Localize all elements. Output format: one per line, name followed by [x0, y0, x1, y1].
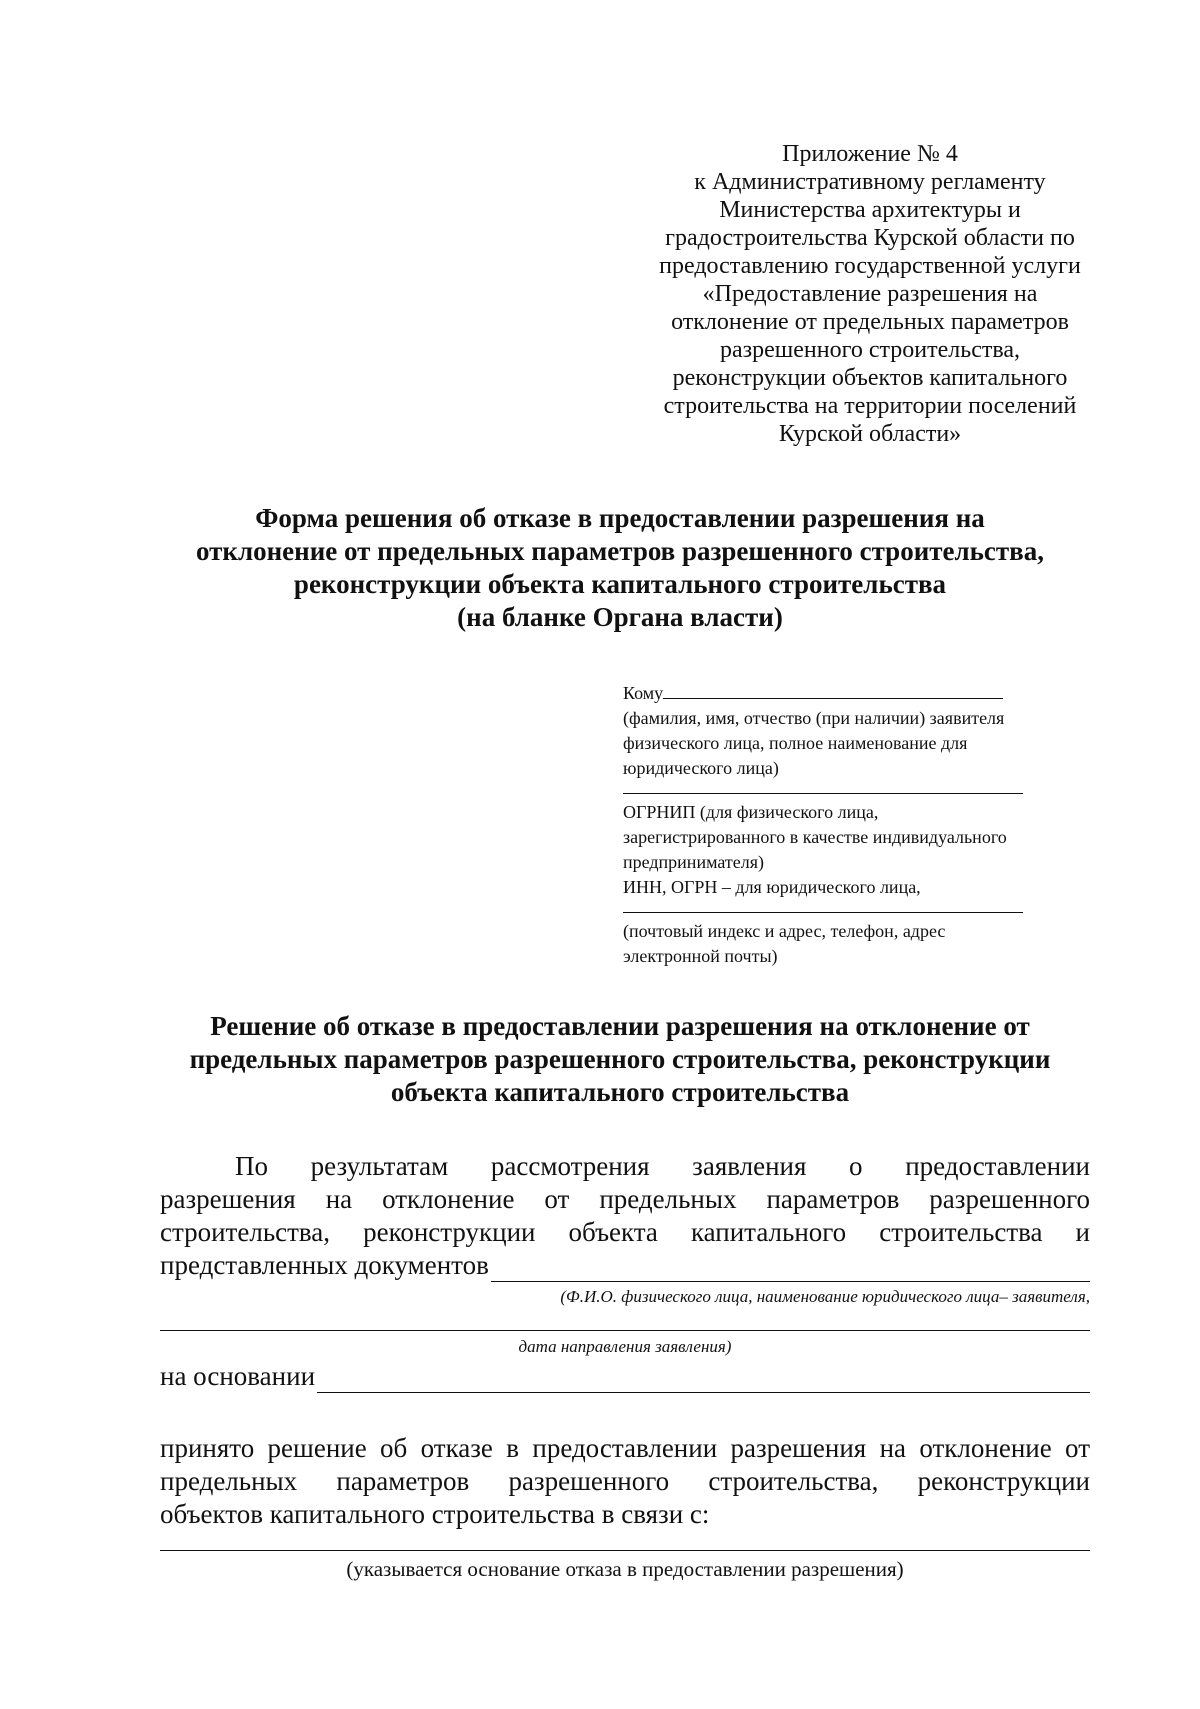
appendix-line: предоставлению государственной услуги	[659, 253, 1081, 279]
form-title-line: (на бланке Органа власти)	[457, 602, 783, 632]
paragraph-line: объектов капитального строительства в связи с:	[160, 1499, 710, 1529]
date-note: дата направления заявления)	[518, 1337, 732, 1356]
form-title	[120, 502, 1120, 634]
contact-field[interactable]	[623, 900, 1023, 913]
reason-field[interactable]	[160, 1530, 1090, 1551]
basis-field[interactable]	[317, 1366, 1090, 1393]
appendix-line: разрешенного строительства,	[720, 337, 1020, 363]
application-date-field[interactable]	[160, 1310, 1090, 1331]
paragraph-line: По результатам рассмотрения заявления о предоставлении	[235, 1151, 1090, 1181]
applicant-hint-line: юридического лица)	[623, 758, 779, 778]
reason-note: (указывается основание отказа в предоставлении разрешения)	[346, 1557, 904, 1581]
addressee-name-field[interactable]	[663, 680, 1003, 699]
documents-label: представленных документов	[160, 1250, 489, 1280]
appendix-line: реконструкции объектов капитального	[672, 365, 1068, 391]
decision-title-line: объекта капитального строительства	[390, 1077, 850, 1107]
registration-hint-line: предпринимателя)	[623, 852, 764, 872]
paragraph-line: разрешения на отклонение от предельных параметров разрешенного	[160, 1184, 1090, 1214]
registration-hint-line: ОГРНИП (для физического лица,	[623, 802, 879, 822]
decision-title-line: Решение об отказе в предоставлении разрешения на отклонение от	[210, 1011, 1030, 1041]
decision-title	[120, 1010, 1120, 1109]
decision-title-line: предельных параметров разрешенного строительства, реконструкции	[189, 1044, 1051, 1074]
addressee-block	[623, 680, 1103, 969]
contact-hint-line: (почтовый индекс и адрес, телефон, адрес	[623, 921, 946, 941]
appendix-line: Курской области»	[778, 421, 962, 447]
addressee-to-row	[623, 680, 1103, 706]
applicant-hint-line: (фамилия, имя, отчество (при наличии) заявителя	[623, 708, 1005, 728]
appendix-line: отклонение от предельных параметров	[671, 309, 1069, 335]
reason-row	[160, 1530, 1090, 1551]
contact-hint-line: электронной почты)	[623, 946, 778, 966]
application-date-row	[160, 1310, 1090, 1331]
appendix-line: Министерства архитектуры и	[719, 197, 1021, 223]
paragraph-line: предельных параметров разрешенного строительства, реконструкции	[160, 1466, 1090, 1496]
documents-row	[160, 1249, 1090, 1282]
decision-paragraph-2	[160, 1432, 1090, 1531]
paragraph-line: принято решение об отказе в предоставлении разрешения на отклонение от	[160, 1433, 1090, 1463]
form-title-line: реконструкции объекта капитального строительства	[293, 569, 947, 599]
appendix-line: строительства на территории поселений	[663, 393, 1077, 419]
registration-hint-line: ИНН, ОГРН – для юридического лица,	[623, 877, 921, 897]
appendix-line: Приложение № 4	[782, 141, 958, 167]
registration-hint-line: зарегистрированного в качестве индивидуального	[623, 827, 1007, 847]
applicant-hint-line: физического лица, полное наименование для	[623, 733, 968, 753]
appendix-line: «Предоставление разрешения на	[702, 281, 1038, 307]
applicant-name-field[interactable]	[491, 1255, 1090, 1282]
basis-row-container	[160, 1360, 1090, 1393]
decision-paragraph-1	[160, 1150, 1090, 1282]
addressee-to-label: Кому	[623, 683, 664, 703]
appendix-header	[620, 140, 1120, 448]
applicant-note: (Ф.И.О. физического лица, наименование юридического лица– заявителя,	[560, 1287, 1090, 1306]
appendix-line: к Административному регламенту	[694, 169, 1046, 195]
form-title-line: Форма решения об отказе в предоставлении разрешения на	[255, 503, 985, 533]
paragraph-line: строительства, реконструкции объекта капитального строительства и	[160, 1217, 1090, 1247]
basis-row	[160, 1360, 1090, 1393]
form-title-line: отклонение от предельных параметров разрешенного строительства,	[195, 536, 1045, 566]
registration-field[interactable]	[623, 781, 1023, 794]
appendix-line: градостроительства Курской области по	[665, 225, 1075, 251]
basis-label: на основании	[160, 1361, 316, 1391]
